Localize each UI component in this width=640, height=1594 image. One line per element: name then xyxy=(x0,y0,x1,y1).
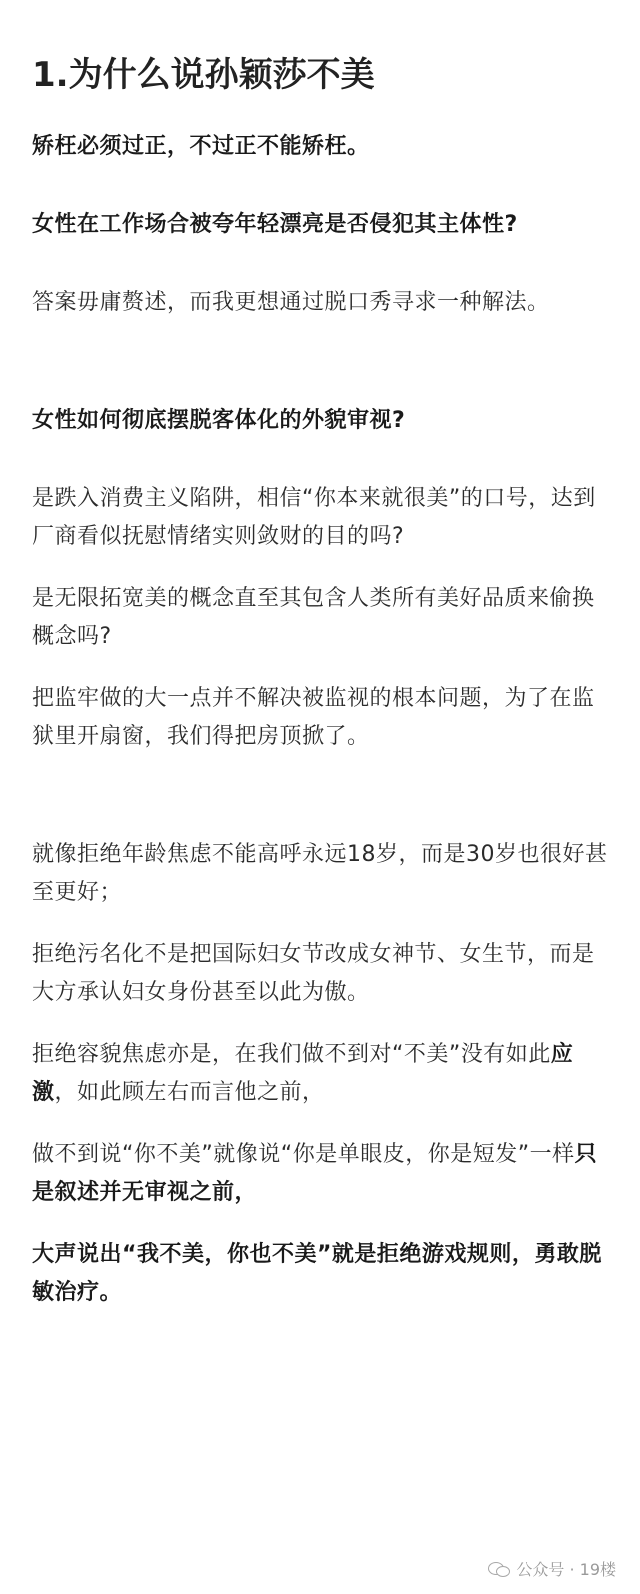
wechat-icon xyxy=(488,1561,510,1577)
paragraph-10 xyxy=(32,1036,612,1112)
paragraph-12: 大声说出“我不美，你也不美”就是拒绝游戏规则，勇敢脱敏治疗。 xyxy=(32,1242,602,1305)
paragraph-5: 是跌入消费主义陷阱，相信“你本来就很美”的口号，达到厂商看似抚慰情绪实则敛财的目的吗? xyxy=(32,486,596,549)
paragraph-10-text-a: 拒绝容貌焦虑亦是，在我们做不到对“不美”没有如此 xyxy=(32,1042,551,1067)
paragraph-11-text-a: 做不到说“你不美”就像说“你是单眼皮，你是短发”一样 xyxy=(32,1142,575,1167)
paragraph-4: 女性如何彻底摆脱客体化的外貌审视? xyxy=(32,408,406,433)
article-title: 1.为什么说孙颖莎不美 xyxy=(32,55,375,95)
footer-text: 公众号 · 19楼 xyxy=(516,1560,616,1579)
paragraph-10-text-c: ，如此顾左右而言他之前， xyxy=(54,1080,325,1105)
paragraph-7: 把监牢做的大一点并不解决被监视的根本问题，为了在监狱里开扇窗，我们得把房顶掀了。 xyxy=(32,686,595,749)
paragraph-11-emphasis: 只是叙述并无审视之前， xyxy=(32,1142,598,1205)
paragraph-9: 拒绝污名化不是把国际妇女节改成女神节、女生节，而是大方承认妇女身份甚至以此为傲。 xyxy=(32,942,595,1005)
paragraph-3: 答案毋庸赘述，而我更想通过脱口秀寻求一种解法。 xyxy=(32,290,550,315)
paragraph-8: 就像拒绝年龄焦虑不能高呼永远18岁，而是30岁也很好甚至更好； xyxy=(32,842,608,905)
paragraph-6: 是无限拓宽美的概念直至其包含人类所有美好品质来偷换概念吗? xyxy=(32,586,595,649)
paragraph-1: 矫枉必须过正，不过正不能矫枉。 xyxy=(32,134,370,159)
article xyxy=(32,50,612,1312)
paragraph-10-emphasis: 应激 xyxy=(32,1042,574,1105)
paragraph-2: 女性在工作场合被夸年轻漂亮是否侵犯其主体性? xyxy=(32,212,518,237)
paragraph-11 xyxy=(32,1136,612,1212)
watermark-footer xyxy=(488,1557,616,1580)
